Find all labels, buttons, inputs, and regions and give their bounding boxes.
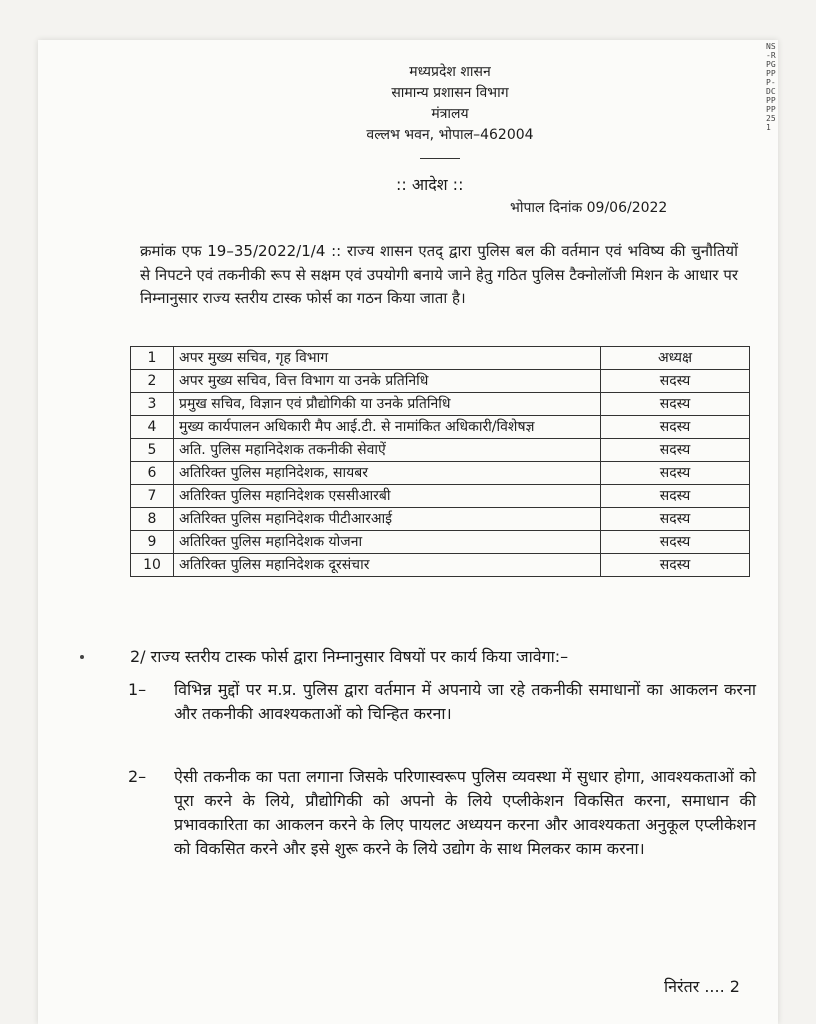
list-item	[128, 765, 756, 861]
member-name: मुख्य कार्यपालन अधिकारी मैप आई.टी. से नामांकित अधिकारी/विशेषज्ञ	[174, 416, 601, 439]
row-number: 3	[131, 393, 174, 416]
member-role: सदस्य	[601, 370, 750, 393]
table-row	[131, 462, 750, 485]
member-name: अपर मुख्य सचिव, वित्त विभाग या उनके प्रतिनिधि	[174, 370, 601, 393]
margin-stamp: NS-RPGPPP-DCPPPP251	[766, 42, 776, 132]
letterhead-address: वल्लभ भवन, भोपाल–462004	[366, 127, 534, 143]
letterhead	[330, 62, 570, 146]
member-name: अपर मुख्य सचिव, गृह विभाग	[174, 347, 601, 370]
row-number: 1	[131, 347, 174, 370]
list-item-text: ऐसी तकनीक का पता लगाना जिसके परिणास्वरूप पुलिस व्यवस्था में सुधार होगा, आवश्यकताओं को पूरा करने के लिये, प्रौद्योगिकी को अपनो के लिये एप्लीकेशन विकसित करना, समाधान की प्रभावकारिता का आकलन करने के लिए पायलट अध्ययन करना और आवश्यकता अनुकूल एप्लीकेशन को विकसित करने और इसे शुरू करने के लिये उद्योग के साथ मिलकर काम करना।	[174, 767, 756, 858]
row-number: 10	[131, 554, 174, 577]
list-item-text: विभिन्न मुद्दों पर म.प्र. पुलिस द्वारा वर्तमान में अपनाये जा रहे तकनीकी समाधानों का आकलन करना और तकनीकी आवश्यकताओं को चिन्हित करना।	[174, 680, 756, 723]
list-item	[128, 678, 756, 726]
table-row	[131, 531, 750, 554]
member-role: सदस्य	[601, 462, 750, 485]
row-number: 5	[131, 439, 174, 462]
continued-note: निरंतर .... 2	[664, 977, 740, 996]
order-title: :: आदेश ::	[396, 175, 464, 194]
member-name: अतिरिक्त पुलिस महानिदेशक योजना	[174, 531, 601, 554]
section-2-heading: 2/ राज्य स्तरीय टास्क फोर्स द्वारा निम्नानुसार विषयों पर कार्य किया जावेगा:–	[130, 647, 569, 666]
member-name: प्रमुख सचिव, विज्ञान एवं प्रौद्योगिकी या उनके प्रतिनिधि	[174, 393, 601, 416]
row-number: 7	[131, 485, 174, 508]
row-number: 8	[131, 508, 174, 531]
margin-dot	[80, 655, 84, 659]
header-divider	[420, 158, 460, 159]
table-row	[131, 370, 750, 393]
list-item-number: 1–	[128, 680, 147, 699]
table-row	[131, 485, 750, 508]
table-row	[131, 439, 750, 462]
member-role: सदस्य	[601, 485, 750, 508]
table-row	[131, 416, 750, 439]
member-role: सदस्य	[601, 416, 750, 439]
member-name: अतिरिक्त पुलिस महानिदेशक, सायबर	[174, 462, 601, 485]
member-role: सदस्य	[601, 508, 750, 531]
task-force-table	[130, 346, 750, 577]
member-name: अतिरिक्त पुलिस महानिदेशक पीटीआरआई	[174, 508, 601, 531]
member-role: सदस्य	[601, 439, 750, 462]
row-number: 4	[131, 416, 174, 439]
row-number: 6	[131, 462, 174, 485]
table-row	[131, 508, 750, 531]
row-number: 2	[131, 370, 174, 393]
member-name: अतिरिक्त पुलिस महानिदेशक दूरसंचार	[174, 554, 601, 577]
letterhead-state: मध्यप्रदेश शासन	[409, 64, 491, 80]
member-role: सदस्य	[601, 393, 750, 416]
table-row	[131, 347, 750, 370]
table-row	[131, 393, 750, 416]
member-role: अध्यक्ष	[601, 347, 750, 370]
intro-paragraph: क्रमांक एफ 19–35/2022/1/4 :: राज्य शासन एतद् द्वारा पुलिस बल की वर्तमान एवं भविष्य की चुनौतियों से निपटने एवं तकनीकी रूप से सक्षम एवं उपयोगी बनाये जाने हेतु गठित पुलिस टैक्नोलॉजी मिशन के आधार पर निम्नानुसार राज्य स्तरीय टास्क फोर्स का गठन किया जाता है।	[140, 242, 738, 307]
order-date: भोपाल दिनांक 09/06/2022	[510, 200, 668, 216]
member-name: अतिरिक्त पुलिस महानिदेशक एससीआरबी	[174, 485, 601, 508]
letterhead-department: सामान्य प्रशासन विभाग	[391, 85, 509, 101]
member-role: सदस्य	[601, 554, 750, 577]
letterhead-office: मंत्रालय	[431, 106, 469, 122]
row-number: 9	[131, 531, 174, 554]
member-role: सदस्य	[601, 531, 750, 554]
table-row	[131, 554, 750, 577]
member-name: अति. पुलिस महानिदेशक तकनीकी सेवाऐं	[174, 439, 601, 462]
list-item-number: 2–	[128, 767, 147, 786]
